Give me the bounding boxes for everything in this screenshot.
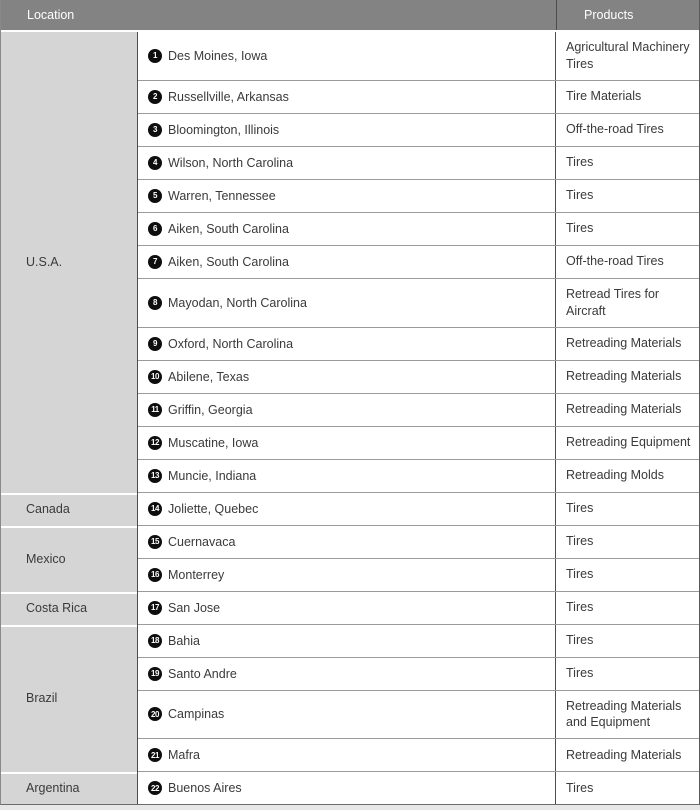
product-cell: [555, 114, 699, 146]
product-cell: [555, 32, 699, 80]
location-number-badge: 12: [148, 436, 162, 450]
city-label: Wilson, North Carolina: [168, 155, 294, 170]
product-cell: [555, 81, 699, 113]
location-number-badge: 13: [148, 469, 162, 483]
product-cell: [555, 625, 699, 657]
product-label: Retreading Materials: [566, 369, 682, 384]
product-cell: [555, 460, 699, 492]
table-header-row: [1, 0, 699, 32]
location-cell: [138, 526, 555, 558]
product-label: Tires: [566, 188, 594, 203]
table-row: [138, 246, 699, 279]
city-label: Bahia: [168, 633, 200, 648]
country-group: [1, 625, 699, 773]
table-row: [138, 361, 699, 394]
location-number-badge: 11: [148, 403, 162, 417]
country-cell: [1, 772, 138, 804]
product-cell: [555, 592, 699, 624]
product-cell: [555, 772, 699, 804]
product-cell: [555, 147, 699, 179]
product-label: Off-the-road Tires: [566, 254, 664, 269]
location-number-badge: 17: [148, 601, 162, 615]
city-label: Mayodan, North Carolina: [168, 295, 307, 310]
table-row: [138, 32, 699, 81]
location-cell: [138, 625, 555, 657]
location-number-badge: 10: [148, 370, 162, 384]
country-cell: [1, 32, 138, 493]
location-number-badge: 7: [148, 255, 162, 269]
city-label: San Jose: [168, 600, 221, 615]
city-label: Mafra: [168, 748, 200, 763]
product-cell: [555, 739, 699, 771]
product-cell: [555, 180, 699, 212]
product-label: Agricultural Machinery Tires: [566, 40, 690, 71]
location-cell: [138, 361, 555, 393]
location-number-badge: 8: [148, 296, 162, 310]
location-cell: [138, 81, 555, 113]
product-label: Retreading Materials and Equipment: [566, 698, 682, 730]
city-label: Buenos Aires: [168, 781, 242, 796]
table-row: [138, 691, 699, 740]
location-cell: [138, 328, 555, 360]
country-rows: [138, 32, 699, 493]
table-row: [138, 114, 699, 147]
product-cell: [555, 279, 699, 327]
product-label: Tires: [566, 780, 594, 795]
location-number-badge: 21: [148, 748, 162, 762]
product-label: Retread Tires for Aircraft: [566, 286, 660, 318]
country-group: [1, 32, 699, 493]
location-number-badge: 3: [148, 123, 162, 137]
location-cell: [138, 213, 555, 245]
location-cell: [138, 279, 555, 327]
table-row: [138, 739, 699, 772]
location-column-header: [1, 0, 556, 30]
country-cell: [1, 592, 138, 625]
table-body: [1, 32, 699, 804]
location-number-badge: 1: [148, 49, 162, 63]
location-number-badge: 22: [148, 781, 162, 795]
country-cell: [1, 526, 138, 592]
country-label: Argentina: [26, 781, 80, 796]
products-column-header: [556, 0, 699, 30]
location-cell: [138, 147, 555, 179]
product-label: Retreading Materials: [566, 402, 682, 417]
product-label: Tires: [566, 501, 594, 516]
location-cell: [138, 427, 555, 459]
country-rows: [138, 493, 699, 526]
table-row: [138, 147, 699, 180]
location-number-badge: 20: [148, 707, 162, 721]
product-cell: [555, 328, 699, 360]
country-label: U.S.A.: [26, 255, 63, 270]
country-group: [1, 772, 699, 804]
table-row: [138, 493, 699, 526]
product-label: Tires: [566, 567, 594, 582]
location-number-badge: 18: [148, 634, 162, 648]
location-cell: [138, 493, 555, 525]
country-group: [1, 592, 699, 625]
city-label: Griffin, Georgia: [168, 402, 253, 417]
city-label: Warren, Tennessee: [168, 188, 276, 203]
product-label: Tire Materials: [566, 89, 642, 104]
product-cell: [555, 213, 699, 245]
location-number-badge: 5: [148, 189, 162, 203]
country-rows: [138, 772, 699, 804]
product-label: Retreading Molds: [566, 468, 664, 483]
country-label: Canada: [26, 502, 70, 516]
location-number-badge: 6: [148, 222, 162, 236]
product-label: Off-the-road Tires: [566, 122, 664, 137]
location-cell: [138, 32, 555, 80]
city-label: Muscatine, Iowa: [168, 435, 259, 450]
location-cell: [138, 739, 555, 771]
country-group: [1, 493, 699, 526]
product-label: Tires: [566, 633, 594, 648]
location-number-badge: 14: [148, 502, 162, 516]
product-label: Tires: [566, 600, 594, 615]
country-rows: [138, 592, 699, 625]
country-rows: [138, 625, 699, 773]
product-label: Retreading Equipment: [566, 435, 691, 450]
location-cell: [138, 559, 555, 591]
table-row: [138, 772, 699, 804]
table-row: [138, 460, 699, 493]
product-label: Tires: [566, 666, 594, 681]
city-label: Oxford, North Carolina: [168, 336, 294, 351]
city-label: Abilene, Texas: [168, 369, 250, 384]
city-label: Campinas: [168, 707, 225, 722]
product-cell: [555, 658, 699, 690]
location-cell: [138, 592, 555, 624]
products-header-label: Products: [584, 8, 634, 22]
country-label: Brazil: [26, 691, 58, 706]
location-cell: [138, 772, 555, 804]
location-cell: [138, 246, 555, 278]
location-cell: [138, 460, 555, 492]
location-cell: [138, 114, 555, 146]
table-row: [138, 180, 699, 213]
product-cell: [555, 246, 699, 278]
location-header-label: Location: [27, 8, 75, 22]
table-row: [138, 592, 699, 625]
country-cell: [1, 625, 138, 773]
product-label: Retreading Materials: [566, 336, 682, 351]
country-group: [1, 526, 699, 592]
city-label: Aiken, South Carolina: [168, 221, 289, 236]
product-label: Retreading Materials: [566, 747, 682, 762]
location-number-badge: 9: [148, 337, 162, 351]
product-label: Tires: [566, 221, 594, 236]
city-label: Russellville, Arkansas: [168, 89, 289, 104]
country-cell: [1, 493, 138, 526]
location-number-badge: 4: [148, 156, 162, 170]
location-number-badge: 16: [148, 568, 162, 582]
location-cell: [138, 180, 555, 212]
table-row: [138, 427, 699, 460]
location-cell: [138, 691, 555, 739]
product-cell: [555, 394, 699, 426]
table-row: [138, 394, 699, 427]
product-cell: [555, 526, 699, 558]
country-label: Mexico: [26, 551, 66, 566]
location-number-badge: 2: [148, 90, 162, 104]
country-label: Costa Rica: [26, 601, 88, 615]
table-row: [138, 658, 699, 691]
city-label: Muncie, Indiana: [168, 468, 257, 483]
table-row: [138, 213, 699, 246]
product-cell: [555, 361, 699, 393]
city-label: Des Moines, Iowa: [168, 48, 268, 63]
location-cell: [138, 394, 555, 426]
city-label: Aiken, South Carolina: [168, 254, 289, 269]
product-label: Tires: [566, 534, 594, 549]
location-number-badge: 15: [148, 535, 162, 549]
location-number-badge: 19: [148, 667, 162, 681]
city-label: Cuernavaca: [168, 534, 236, 549]
city-label: Joliette, Quebec: [168, 501, 259, 516]
product-cell: [555, 427, 699, 459]
city-label: Bloomington, Illinois: [168, 122, 280, 137]
table-row: [138, 625, 699, 658]
table-row: [138, 526, 699, 559]
product-cell: [555, 559, 699, 591]
table-row: [138, 559, 699, 592]
city-label: Santo Andre: [168, 666, 237, 681]
city-label: Monterrey: [168, 567, 225, 582]
product-cell: [555, 493, 699, 525]
product-label: Tires: [566, 155, 594, 170]
table-row: [138, 328, 699, 361]
location-cell: [138, 658, 555, 690]
table-row: [138, 279, 699, 328]
table-row: [138, 81, 699, 114]
product-cell: [555, 691, 699, 739]
country-rows: [138, 526, 699, 592]
